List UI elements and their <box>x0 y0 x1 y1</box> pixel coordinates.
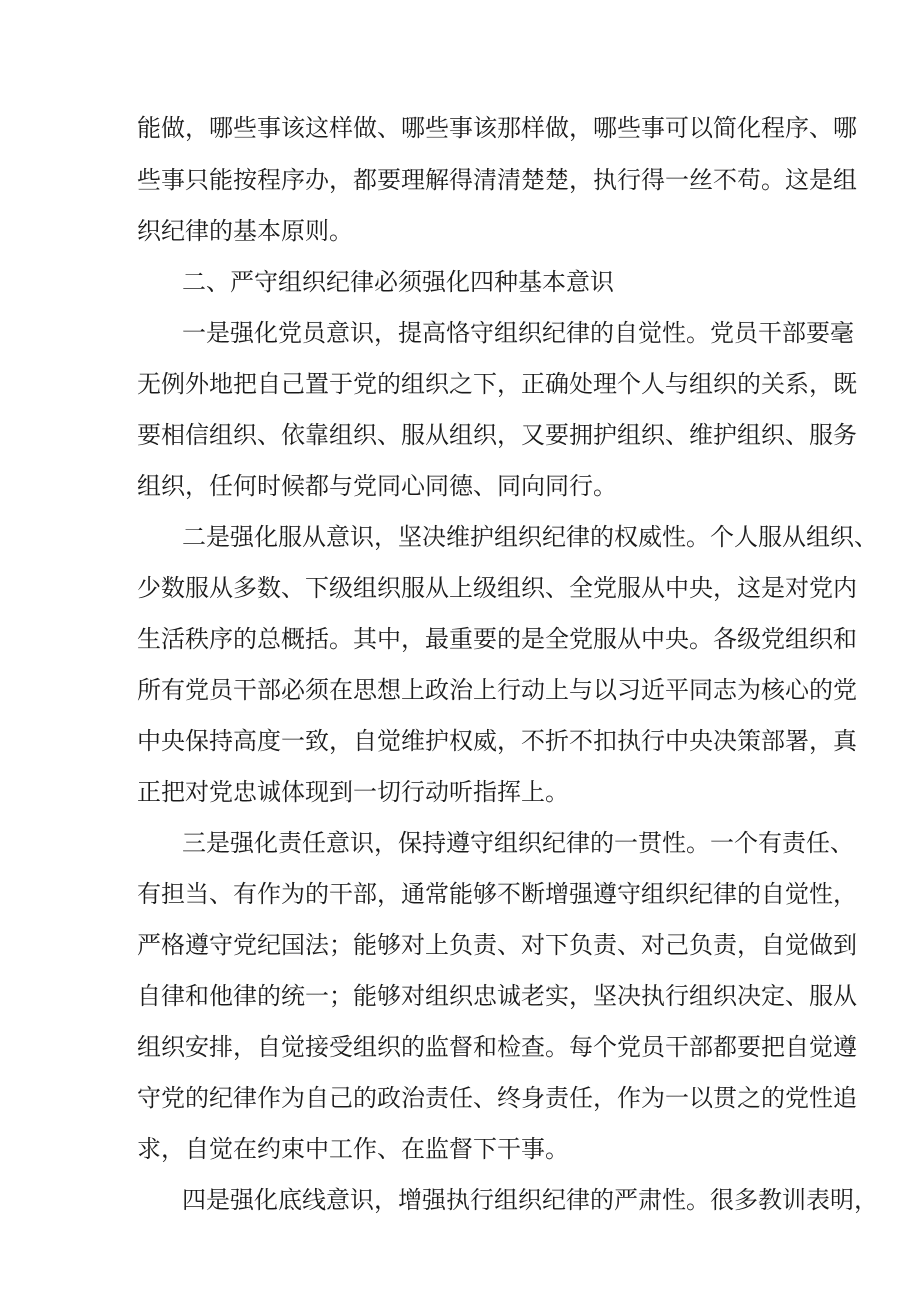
text-line: 有担当、有作为的干部，通常能够不断增强遵守组织纪律的自觉性， <box>137 880 857 908</box>
text-line: 二、严守组织纪律必须强化四种基本意识 <box>182 268 614 296</box>
text-line: 正把对党忠诚体现到一切行动听指挥上。 <box>137 778 569 806</box>
text-line: 无例外地把自己置于党的组织之下，正确处理个人与组织的关系，既 <box>137 370 857 398</box>
text-line: 自律和他律的统一；能够对组织忠诚老实，坚决执行组织决定、服从 <box>137 982 857 1010</box>
text-line: 一是强化党员意识，提高恪守组织纪律的自觉性。党员干部要毫 <box>182 319 854 347</box>
text-line: 所有党员干部必须在思想上政治上行动上与以习近平同志为核心的党 <box>137 676 857 704</box>
text-line: 少数服从多数、下级组织服从上级组织、全党服从中央，这是对党内 <box>137 574 857 602</box>
text-line: 求，自觉在约束中工作、在监督下干事。 <box>137 1135 569 1163</box>
text-line: 二是强化服从意识，坚决维护组织纪律的权威性。个人服从组织、 <box>182 523 878 551</box>
text-line: 要相信组织、依靠组织、服从组织，又要拥护组织、维护组织、服务 <box>137 421 857 449</box>
text-line: 严格遵守党纪国法；能够对上负责、对下负责、对己负责，自觉做到 <box>137 931 857 959</box>
text-line: 能做，哪些事该这样做、哪些事该那样做，哪些事可以简化程序、哪 <box>137 114 857 142</box>
text-line: 守党的纪律作为自己的政治责任、终身责任，作为一以贯之的党性追 <box>137 1084 857 1112</box>
text-line: 些事只能按程序办，都要理解得清清楚楚，执行得一丝不苟。这是组 <box>137 166 857 194</box>
text-line: 组织安排，自觉接受组织的监督和检查。每个党员干部都要把自觉遵 <box>137 1033 857 1061</box>
text-line: 四是强化底线意识，增强执行组织纪律的严肃性。很多教训表明， <box>182 1186 878 1214</box>
text-line: 组织，任何时候都与党同心同德、同向同行。 <box>137 472 617 500</box>
text-line: 生活秩序的总概括。其中，最重要的是全党服从中央。各级党组织和 <box>137 625 857 653</box>
text-line: 三是强化责任意识，保持遵守组织纪律的一贯性。一个有责任、 <box>182 829 854 857</box>
text-line: 织纪律的基本原则。 <box>137 217 353 245</box>
text-line: 中央保持高度一致，自觉维护权威，不折不扣执行中央决策部署，真 <box>137 727 857 755</box>
